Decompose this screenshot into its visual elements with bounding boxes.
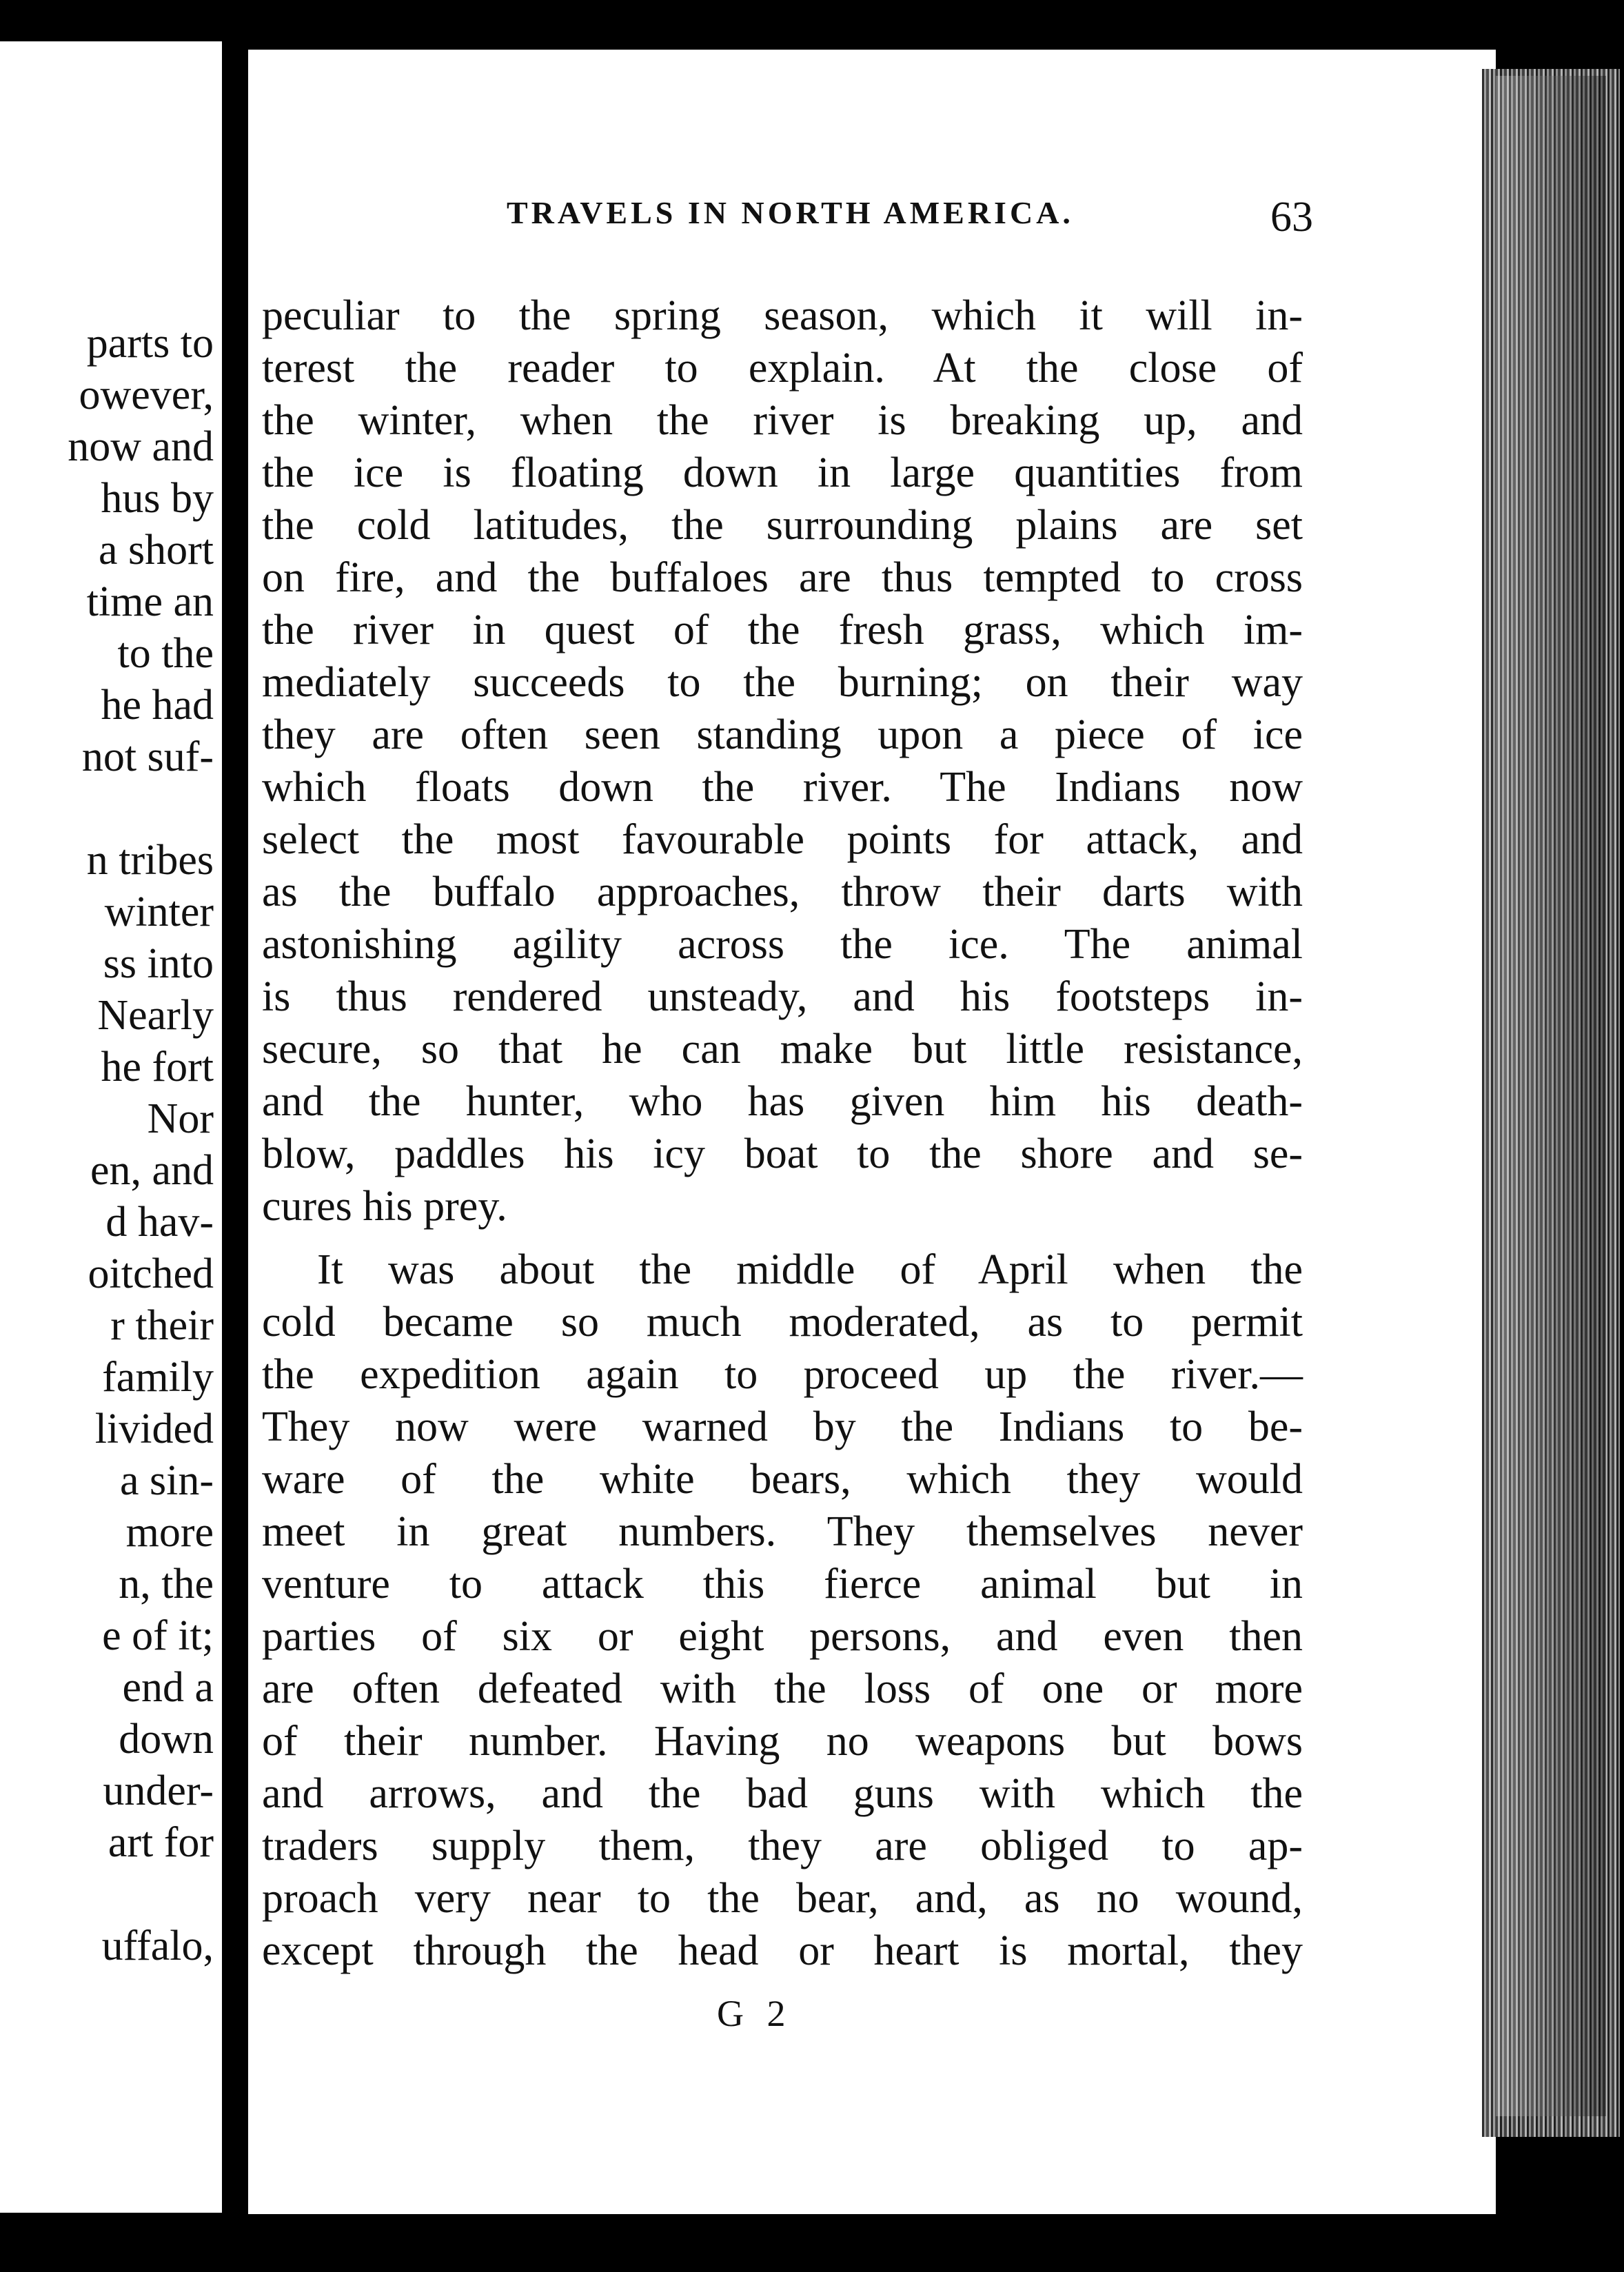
left-page-line: n tribes <box>86 837 214 884</box>
text-line: are often defeated with the loss of one or more <box>262 1665 1303 1712</box>
left-page-line: now and <box>68 423 214 470</box>
left-page-line: e of it; <box>102 1612 214 1659</box>
text-line: and the hunter, who has given him his death- <box>262 1078 1303 1125</box>
left-page-line: d hav- <box>105 1199 214 1246</box>
text-line: and arrows, and the bad guns with which the <box>262 1770 1303 1817</box>
left-page-line: not suf- <box>81 733 214 780</box>
left-page-line: Nearly <box>97 992 214 1039</box>
left-page-line: he had <box>101 682 214 729</box>
running-head: TRAVELS IN NORTH AMERICA. <box>507 195 1074 230</box>
left-page-line: en, and <box>90 1147 214 1194</box>
left-page-line: down <box>119 1716 214 1763</box>
text-line: they are often seen standing upon a piece of ice <box>262 711 1303 758</box>
book-gutter <box>222 28 248 2272</box>
left-page-line: ss into <box>103 940 214 987</box>
text-line: terest the reader to explain. At the close of <box>262 345 1303 392</box>
left-page-line: uffalo, <box>101 1923 214 1969</box>
left-page-line: owever, <box>79 372 214 418</box>
text-line: cures his prey. <box>262 1183 507 1230</box>
left-page-line: to the <box>117 630 214 677</box>
text-line: select the most favourable points for attack, and <box>262 816 1303 863</box>
text-line: the winter, when the river is breaking up, and <box>262 397 1303 444</box>
text-line: proach very near to the bear, and, as no wound, <box>262 1875 1303 1922</box>
text-line: of their number. Having no weapons but bows <box>262 1718 1303 1765</box>
left-page-line: n, the <box>119 1561 214 1607</box>
text-line: which floats down the river. The Indians now <box>262 764 1303 811</box>
left-page-line: more <box>125 1509 214 1556</box>
text-line: the expedition again to proceed up the river.— <box>262 1351 1303 1398</box>
text-line: astonishing agility across the ice. The animal <box>262 921 1303 968</box>
text-line: venture to attack this fierce animal but in <box>262 1561 1303 1607</box>
page-number: 63 <box>1270 194 1313 241</box>
left-page-line: winter <box>104 889 214 935</box>
text-line: blow, paddles his icy boat to the shore and se- <box>262 1130 1303 1177</box>
text-line: cold became so much moderated, as to permit <box>262 1299 1303 1346</box>
signature-mark: G 2 <box>717 1993 793 2034</box>
text-line: mediately succeeds to the burning; on their way <box>262 659 1303 706</box>
text-line: the ice is floating down in large quantities from <box>262 449 1303 496</box>
left-page-line: family <box>102 1354 214 1401</box>
left-page-line: art for <box>108 1819 214 1866</box>
text-line: is thus rendered unsteady, and his footsteps in- <box>262 973 1303 1020</box>
text-line: on fire, and the buffaloes are thus tempted to cross <box>262 554 1303 601</box>
left-page-line: hus by <box>101 475 214 522</box>
text-line: the cold latitudes, the surrounding plains are set <box>262 502 1303 549</box>
left-page-line: oitched <box>88 1250 214 1297</box>
text-line: the river in quest of the fresh grass, which im- <box>262 607 1303 653</box>
text-line: secure, so that he can make but little resistance, <box>262 1026 1303 1073</box>
left-page-line: under- <box>103 1767 214 1814</box>
text-line: parties of six or eight persons, and even then <box>262 1613 1303 1660</box>
text-line: meet in great numbers. They themselves never <box>262 1508 1303 1555</box>
left-page-line: a sin- <box>119 1457 214 1504</box>
left-page-line: Nor <box>147 1095 214 1142</box>
left-page-line: a short <box>98 527 214 574</box>
text-line: as the buffalo approaches, throw their darts with <box>262 869 1303 915</box>
left-page-line: livided <box>94 1406 214 1452</box>
text-line: They now were warned by the Indians to be- <box>262 1403 1303 1450</box>
text-line: except through the head or heart is mortal, they <box>262 1927 1303 1974</box>
text-line: ware of the white bears, which they would <box>262 1456 1303 1503</box>
left-page-line: r their <box>110 1302 214 1349</box>
text-line: It was about the middle of April when the <box>317 1246 1303 1293</box>
left-page-line: end a <box>122 1664 214 1711</box>
left-page-line: time an <box>86 578 214 625</box>
left-page-line: he fort <box>101 1044 214 1091</box>
text-line: peculiar to the spring season, which it will in- <box>262 292 1303 339</box>
left-page-line: parts to <box>86 320 214 367</box>
text-line: traders supply them, they are obliged to ap- <box>262 1823 1303 1869</box>
